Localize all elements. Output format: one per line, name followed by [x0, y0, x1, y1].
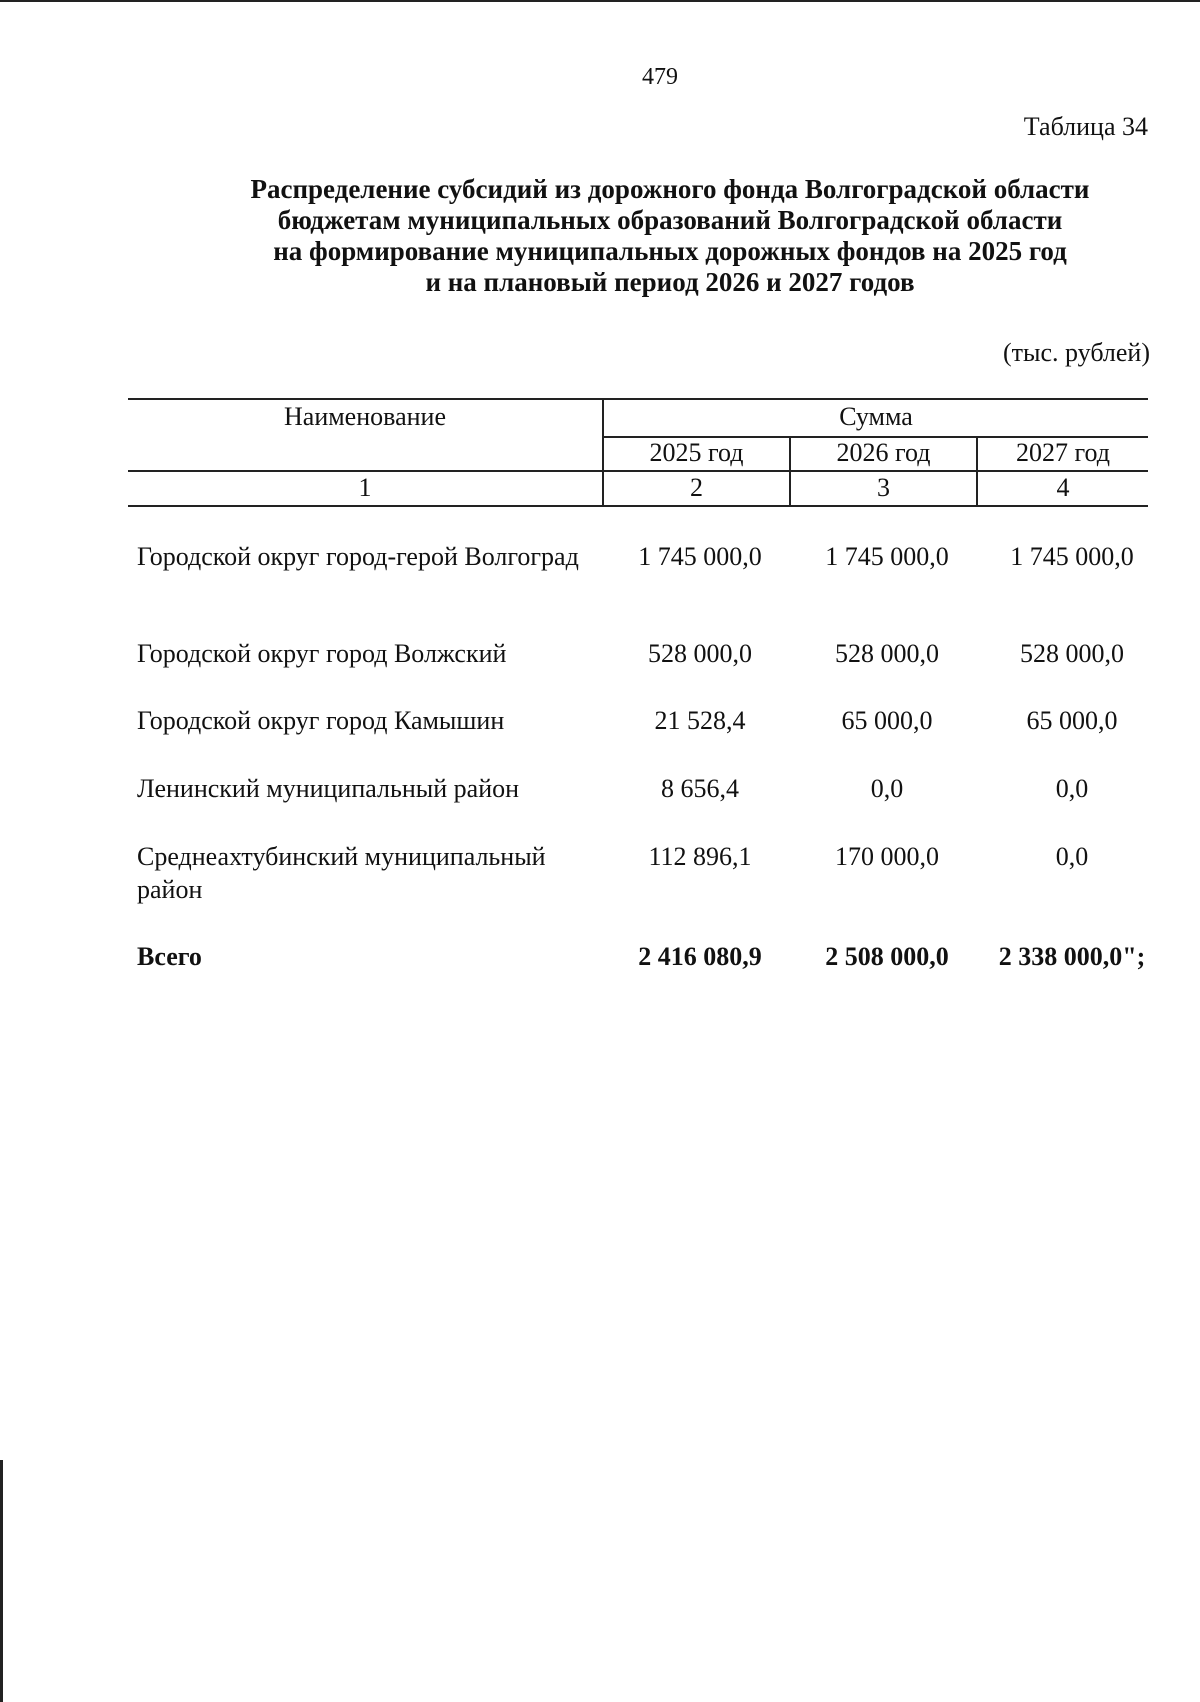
- total-value-2026: 2 508 000,0: [825, 942, 949, 971]
- page-number: 479: [642, 64, 678, 90]
- header-year-2026: 2026 год: [836, 438, 931, 467]
- row-value-2025: 8 656,4: [661, 774, 739, 803]
- col-number-1: 1: [358, 473, 372, 502]
- row-value-2027: 65 000,0: [1026, 706, 1118, 735]
- row-value-2025: 21 528,4: [654, 706, 746, 735]
- total-value-2027: 2 338 000,0";: [998, 942, 1146, 971]
- table-header: [128, 398, 1148, 508]
- total-value-2025: 2 416 080,9: [638, 942, 762, 971]
- row-name: Городской округ город-герой Волгоград: [137, 542, 579, 571]
- row-value-2025: 112 896,1: [648, 842, 752, 871]
- scan-left-edge: [0, 1460, 3, 1702]
- row-value-2027: 528 000,0: [1020, 639, 1124, 668]
- total-label: Всего: [137, 942, 202, 971]
- row-value-2025: 1 745 000,0: [638, 542, 762, 571]
- header-year-2027: 2027 год: [1016, 438, 1110, 467]
- title-line-1: Распределение субсидий из дорожного фонда Волгоградской области: [250, 174, 1090, 204]
- row-name: Городской округ город Волжский: [137, 639, 507, 668]
- title-line-2: бюджетам муниципальных образований Волгоградской области: [277, 205, 1063, 235]
- header-name: Наименование: [284, 402, 446, 431]
- row-value-2027: 1 745 000,0: [1010, 542, 1134, 571]
- row-name: Ленинский муниципальный район: [137, 774, 520, 803]
- table-label: Таблица 34: [1023, 112, 1148, 141]
- row-value-2026: 170 000,0: [835, 842, 939, 871]
- scan-top-edge: [0, 0, 1200, 2]
- row-name: Среднеахтубинский муниципальный район: [137, 842, 546, 904]
- colnum-bottom-rule: [128, 505, 1148, 507]
- row-value-2026: 65 000,0: [841, 706, 933, 735]
- row-value-2025: 528 000,0: [648, 639, 752, 668]
- row-value-2026: 1 745 000,0: [825, 542, 949, 571]
- row-value-2027: 0,0: [1055, 774, 1089, 803]
- header-bottom-rule: [128, 470, 1148, 472]
- document-title: [200, 174, 1140, 298]
- header-sum: Сумма: [839, 402, 913, 431]
- col-number-2: 2: [690, 473, 703, 502]
- col-number-3: 3: [877, 473, 890, 502]
- header-top-rule: [128, 398, 1148, 400]
- row-value-2027: 0,0: [1055, 842, 1089, 871]
- row-value-2026: 0,0: [870, 774, 904, 803]
- title-line-4: и на плановый период 2026 и 2027 годов: [425, 267, 915, 297]
- col-number-4: 4: [1056, 473, 1070, 502]
- row-value-2026: 528 000,0: [835, 639, 939, 668]
- units-label: (тыс. рублей): [1002, 338, 1150, 367]
- title-line-3: на формирование муниципальных дорожных фондов на 2025 год: [273, 236, 1067, 266]
- header-year-2025: 2025 год: [649, 438, 744, 467]
- row-name: Городской округ город Камышин: [137, 706, 505, 735]
